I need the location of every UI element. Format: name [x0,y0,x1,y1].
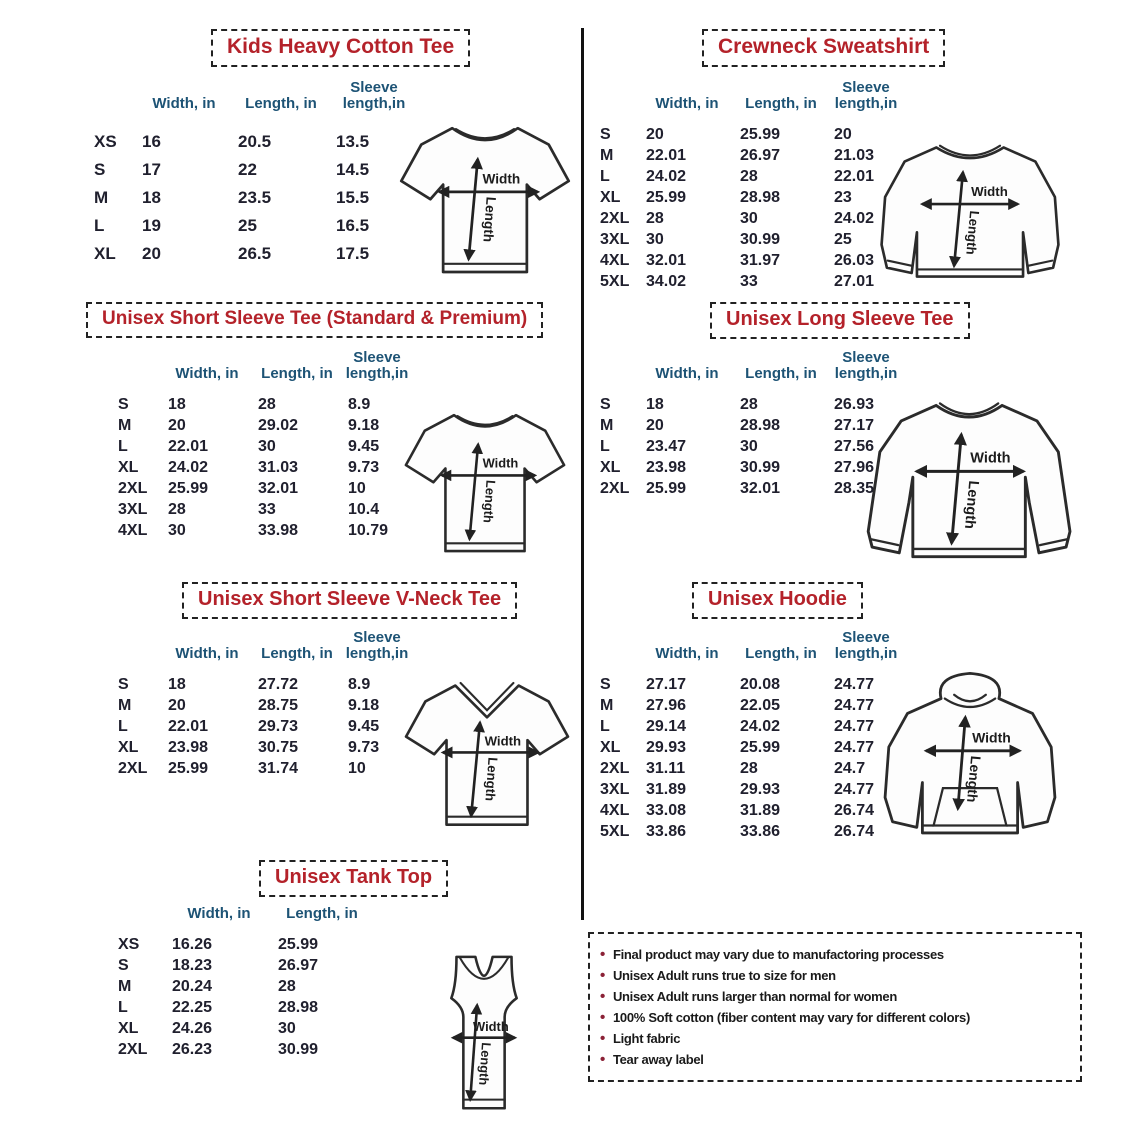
value-cell: 9.45 [348,437,380,455]
value-cell: 28 [168,500,186,518]
value-cell: 20 [168,696,186,714]
column-header: Width, in [175,645,239,663]
value-cell: 33 [740,272,758,290]
value-cell: 27.17 [834,416,875,434]
length-label: Length [480,479,499,524]
tank-top-illustration [420,950,548,1122]
value-cell: 20.5 [238,132,272,152]
table-row [594,716,904,737]
length-label: Length [482,756,501,802]
hoodie-illustration [872,666,1068,858]
table-row [112,997,372,1018]
value-cell: 25.99 [740,738,781,756]
table-row [112,758,412,779]
value-cell: 27.56 [834,437,875,455]
value-cell: 27.72 [258,675,299,693]
table-row [112,737,412,758]
tank-top-title: Unisex Tank Top [275,866,433,888]
value-cell: 24.77 [834,675,875,693]
size-column-header [594,630,640,674]
tank-top-title-box [259,860,448,897]
value-cell: 26.97 [278,956,319,974]
long-sleeve-tee-illustration [860,386,1084,580]
value-cell: 28.98 [740,416,781,434]
table-row [112,499,412,520]
hoodie-title: Unisex Hoodie [708,588,847,610]
size-column-header [88,80,136,128]
value-cell: 17 [142,160,161,180]
vneck-tee-size-table [112,630,412,779]
size-cell: XL [600,738,621,756]
value-cell: 24.77 [834,696,875,714]
value-cell: 9.18 [348,696,380,714]
long-sleeve-tee-title-box [710,302,970,339]
value-cell: 20 [142,244,161,264]
column-header: Width, in [655,95,719,113]
value-cell: 33.98 [258,521,299,539]
width-label: Width [482,171,521,187]
size-cell: XS [118,935,140,953]
column-header: Width, in [187,905,251,922]
size-cell: L [118,437,128,455]
vneck-tee-title-box [182,582,517,619]
table-header-row [112,350,412,394]
size-cell: L [94,216,105,236]
value-cell: 26.74 [834,822,875,840]
value-cell: 30 [740,209,758,227]
column-header: Width, in [655,645,719,663]
crewneck-size-table [594,80,904,292]
column-header: Sleeve length,in [834,79,898,113]
value-cell: 20.08 [740,675,781,693]
value-cell: 27.01 [834,272,875,290]
value-cell: 18 [168,675,186,693]
size-cell: 2XL [118,479,148,497]
size-cell: M [600,146,614,164]
value-cell: 31.74 [258,759,299,777]
value-cell: 22 [238,160,257,180]
table-row [88,240,418,268]
value-cell: 13.5 [336,132,370,152]
table-row [594,779,904,800]
value-cell: 24.02 [646,167,687,185]
value-cell: 31.89 [646,780,687,798]
value-cell: 19 [142,216,161,236]
short-sleeve-tee-illustration [398,398,572,570]
value-cell: 10 [348,479,366,497]
value-cell: 14.5 [336,160,370,180]
value-cell: 9.73 [348,738,380,756]
table-row [594,415,904,436]
column-header: Length, in [245,95,317,113]
width-label: Width [482,455,519,471]
size-cell: 4XL [600,251,630,269]
size-cell: 4XL [118,521,148,539]
table-row [594,457,904,478]
table-header-row [88,80,418,128]
value-cell: 24.77 [834,717,875,735]
table-header-row [594,80,904,124]
width-label: Width [972,729,1011,746]
table-row [112,1018,372,1039]
size-cell: S [600,675,611,693]
value-cell: 22.05 [740,696,781,714]
size-cell: 2XL [600,759,630,777]
note-item: • Unisex Adult runs true to size for men [600,965,1068,986]
table-row [594,166,904,187]
product-notes-box [588,932,1082,1082]
size-cell: S [600,125,611,143]
table-row [112,436,412,457]
column-header: Sleeve length,in [342,79,406,113]
size-cell: S [600,395,611,413]
size-cell: M [600,696,614,714]
value-cell: 20 [834,125,852,143]
value-cell: 30 [646,230,664,248]
size-cell: 2XL [118,759,148,777]
size-cell: M [118,696,132,714]
size-cell: 3XL [600,780,630,798]
value-cell: 26.93 [834,395,875,413]
table-row [112,520,412,541]
value-cell: 22.25 [172,998,213,1016]
table-row [594,145,904,166]
size-cell: 2XL [600,479,630,497]
column-header: Sleeve length,in [345,349,409,383]
value-cell: 33.86 [646,822,687,840]
value-cell: 32.01 [258,479,299,497]
crewneck-title: Crewneck Sweatshirt [718,35,930,58]
product-notes-list [600,944,1068,1070]
value-cell: 26.97 [740,146,781,164]
size-column-header [112,350,162,394]
value-cell: 28 [740,167,758,185]
value-cell: 9.18 [348,416,380,434]
value-cell: 28 [278,977,296,995]
size-cell: S [118,675,129,693]
value-cell: 24.7 [834,759,866,777]
size-cell: 3XL [118,500,148,518]
value-cell: 20 [646,125,664,143]
value-cell: 30.99 [278,1040,319,1058]
value-cell: 9.73 [348,458,380,476]
long-sleeve-tee-size-table [594,350,904,499]
length-label: Length [964,755,985,804]
value-cell: 16.26 [172,935,213,953]
hoodie-title-box [692,582,863,619]
value-cell: 22.01 [168,437,209,455]
column-header: Length, in [261,645,333,663]
value-cell: 10.4 [348,500,380,518]
short-sleeve-tee-title: Unisex Short Sleeve Tee (Standard & Premium) [102,308,528,329]
value-cell: 18 [142,188,161,208]
note-item: • Final product may vary due to manufactoring processes [600,944,1068,965]
column-header: Length, in [745,365,817,383]
value-cell: 29.02 [258,416,299,434]
kids-tee-size-table [88,80,418,268]
value-cell: 33.08 [646,801,687,819]
value-cell: 29.73 [258,717,299,735]
column-header: Sleeve length,in [834,629,898,663]
value-cell: 32.01 [646,251,687,269]
size-cell: 5XL [600,272,630,290]
table-row [594,800,904,821]
crewneck-sweatshirt-illustration [866,128,1074,296]
width-label: Width [473,1018,509,1034]
size-cell: S [118,395,129,413]
size-cell: S [94,160,106,180]
value-cell: 33 [258,500,276,518]
hoodie-size-table [594,630,904,842]
table-row [112,394,412,415]
table-header-row [594,630,904,674]
table-row [594,124,904,145]
size-cell: XL [600,458,621,476]
table-header-row [594,350,904,394]
column-header: Width, in [152,95,216,113]
table-row [112,674,412,695]
value-cell: 21.03 [834,146,875,164]
note-item: • 100% Soft cotton (fiber content may vary for different colors) [600,1007,1068,1028]
value-cell: 30.99 [740,458,781,476]
value-cell: 22.01 [646,146,687,164]
value-cell: 23 [834,188,852,206]
value-cell: 28 [258,395,276,413]
short-sleeve-tee-size-table [112,350,412,541]
table-row [594,695,904,716]
table-row [594,394,904,415]
value-cell: 30 [278,1019,296,1037]
value-cell: 28.98 [278,998,319,1016]
table-row [112,457,412,478]
table-row [594,229,904,250]
value-cell: 22.01 [168,717,209,735]
column-header: Sleeve length,in [834,349,898,383]
value-cell: 25.99 [168,479,209,497]
width-label: Width [971,184,1008,200]
value-cell: 9.45 [348,717,380,735]
size-cell: 4XL [600,801,630,819]
table-row [594,478,904,499]
value-cell: 22.01 [834,167,875,185]
center-divider-line [581,28,584,920]
table-row [594,674,904,695]
table-row [112,1039,372,1060]
value-cell: 16 [142,132,161,152]
value-cell: 31.97 [740,251,781,269]
value-cell: 24.02 [834,209,875,227]
value-cell: 20 [168,416,186,434]
table-row [112,716,412,737]
column-header: Sleeve length,in [345,629,409,663]
value-cell: 10 [348,759,366,777]
table-row [594,250,904,271]
table-row [112,955,372,976]
size-cell: M [118,416,132,434]
value-cell: 23.5 [238,188,272,208]
size-cell: L [600,437,610,455]
value-cell: 25.99 [740,125,781,143]
size-cell: 2XL [600,209,630,227]
table-row [112,976,372,997]
value-cell: 25.99 [646,188,687,206]
value-cell: 34.02 [646,272,687,290]
short-sleeve-tee-title-box [86,302,543,338]
value-cell: 30.75 [258,738,299,756]
value-cell: 28 [740,395,758,413]
value-cell: 16.5 [336,216,370,236]
size-cell: 2XL [118,1040,148,1058]
value-cell: 29.93 [740,780,781,798]
value-cell: 25 [834,230,852,248]
column-header: Length, in [745,95,817,113]
table-row [88,156,418,184]
table-row [594,436,904,457]
value-cell: 23.47 [646,437,687,455]
vneck-tee-title: Unisex Short Sleeve V-Neck Tee [198,588,502,610]
value-cell: 18 [646,395,664,413]
value-cell: 8.9 [348,395,371,413]
length-label: Length [961,479,982,530]
value-cell: 23.98 [168,738,209,756]
value-cell: 23.98 [646,458,687,476]
size-cell: M [600,416,614,434]
value-cell: 28.98 [740,188,781,206]
size-cell: XL [600,188,621,206]
size-column-header [112,630,162,674]
value-cell: 17.5 [336,244,370,264]
value-cell: 20 [646,416,664,434]
value-cell: 29.93 [646,738,687,756]
value-cell: 31.89 [740,801,781,819]
table-row [88,128,418,156]
value-cell: 31.11 [646,759,686,777]
value-cell: 29.14 [646,717,687,735]
value-cell: 18 [168,395,186,413]
size-column-header [112,906,166,934]
value-cell: 26.5 [238,244,272,264]
value-cell: 30 [740,437,758,455]
value-cell: 31.03 [258,458,299,476]
table-row [88,184,418,212]
value-cell: 24.77 [834,738,875,756]
table-row [594,208,904,229]
size-cell: XS [94,132,117,152]
value-cell: 24.02 [168,458,209,476]
value-cell: 30 [168,521,186,539]
value-cell: 15.5 [336,188,370,208]
value-cell: 28.35 [834,479,875,497]
size-cell: XL [118,738,139,756]
length-label: Length [476,1041,495,1086]
table-header-row [112,630,412,674]
value-cell: 25.99 [168,759,209,777]
value-cell: 25.99 [646,479,687,497]
size-cell: L [118,998,128,1016]
size-column-header [594,80,640,124]
table-row [88,212,418,240]
table-row [594,821,904,842]
table-row [112,415,412,436]
value-cell: 27.96 [646,696,687,714]
size-cell: 3XL [600,230,630,248]
size-cell: S [118,956,129,974]
value-cell: 20.24 [172,977,213,995]
value-cell: 24.26 [172,1019,213,1037]
tank-top-size-table [112,906,372,1060]
crewneck-title-box [702,29,945,67]
column-header: Length, in [261,365,333,383]
value-cell: 26.23 [172,1040,213,1058]
size-cell: XL [118,1019,139,1037]
table-row [112,478,412,499]
short-sleeve-tee-illustration [392,110,578,292]
v-neck-tee-illustration [398,668,576,844]
value-cell: 27.96 [834,458,875,476]
table-row [594,187,904,208]
width-label: Width [484,733,522,749]
size-cell: 5XL [600,822,630,840]
value-cell: 26.03 [834,251,875,269]
table-row [594,271,904,292]
value-cell: 28.75 [258,696,299,714]
value-cell: 33.86 [740,822,781,840]
note-item: • Unisex Adult runs larger than normal for women [600,986,1068,1007]
column-header: Length, in [286,905,358,922]
value-cell: 8.9 [348,675,371,693]
table-header-row [112,906,372,934]
value-cell: 25 [238,216,257,236]
column-header: Length, in [745,645,817,663]
size-cell: M [118,977,132,995]
size-cell: L [600,717,610,735]
note-item: • Tear away label [600,1049,1068,1070]
length-label: Length [963,210,983,256]
value-cell: 25.99 [278,935,319,953]
length-label: Length [480,196,499,243]
size-cell: XL [94,244,116,264]
value-cell: 32.01 [740,479,781,497]
note-item: • Light fabric [600,1028,1068,1049]
value-cell: 18.23 [172,956,213,974]
value-cell: 30 [258,437,276,455]
table-row [112,934,372,955]
size-cell: L [118,717,128,735]
table-row [594,737,904,758]
value-cell: 24.77 [834,780,875,798]
value-cell: 27.17 [646,675,687,693]
table-row [594,758,904,779]
value-cell: 28 [646,209,664,227]
column-header: Width, in [175,365,239,383]
kids-tee-title: Kids Heavy Cotton Tee [227,35,455,58]
value-cell: 24.02 [740,717,781,735]
size-cell: L [600,167,610,185]
size-column-header [594,350,640,394]
size-cell: M [94,188,109,208]
value-cell: 28 [740,759,758,777]
kids-tee-title-box [211,29,470,67]
column-header: Width, in [655,365,719,383]
table-row [112,695,412,716]
value-cell: 10.79 [348,521,389,539]
long-sleeve-tee-title: Unisex Long Sleeve Tee [726,308,954,330]
value-cell: 26.74 [834,801,875,819]
value-cell: 30.99 [740,230,781,248]
size-cell: XL [118,458,139,476]
width-label: Width [970,450,1011,467]
